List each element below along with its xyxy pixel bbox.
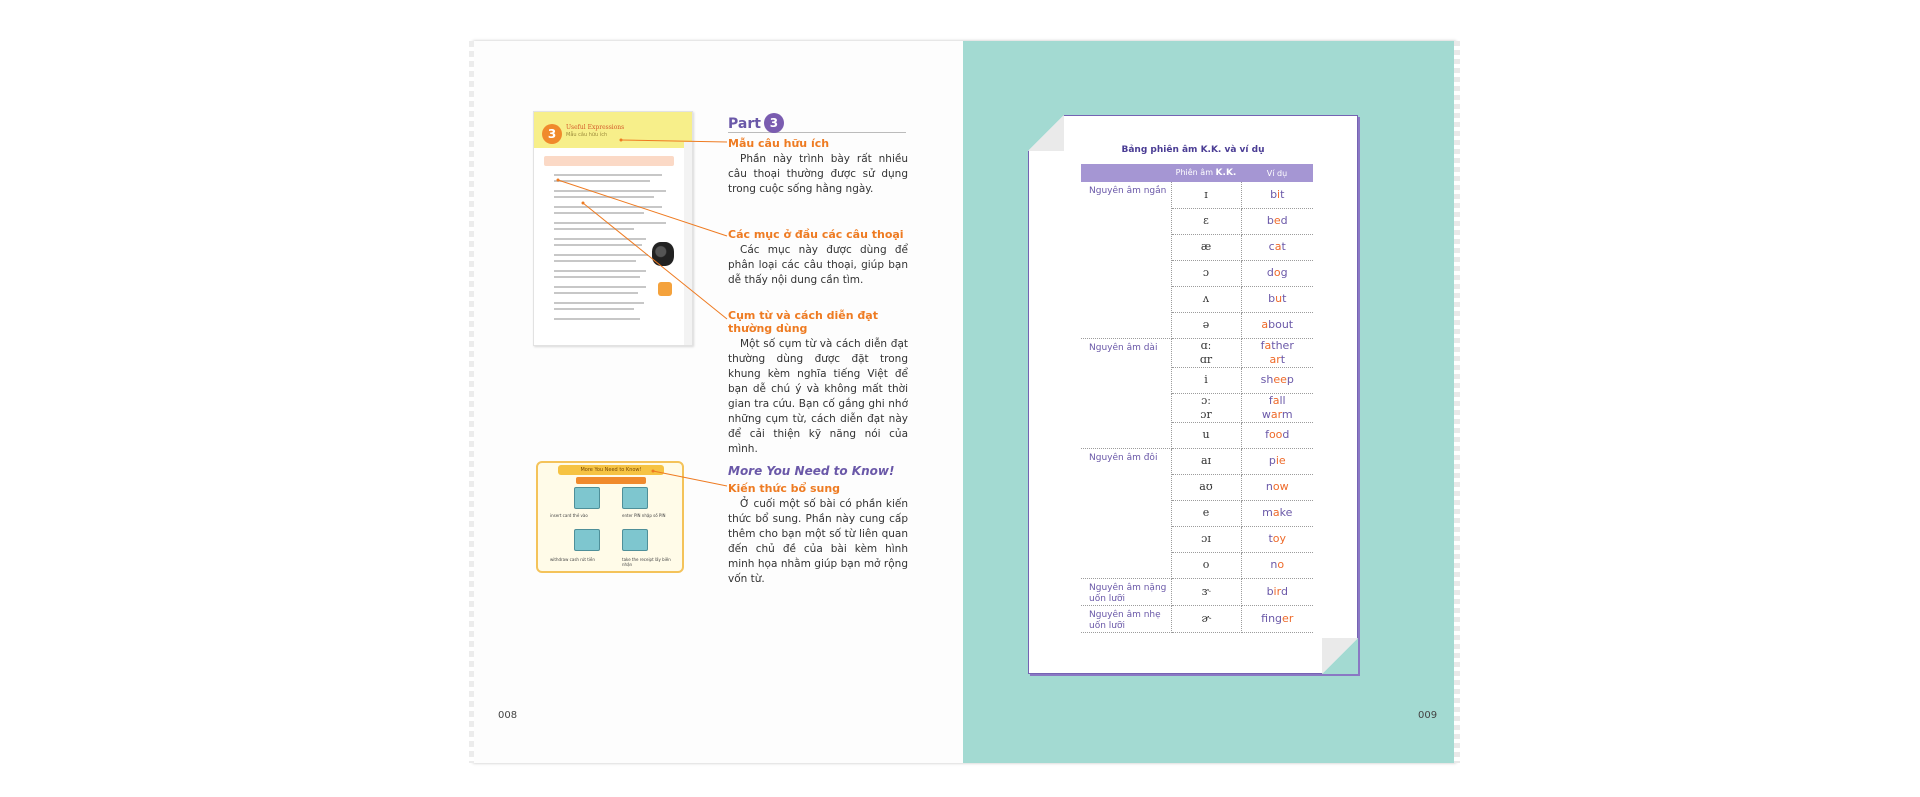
kk-symbol: i [1171,367,1241,393]
example-word: pie [1241,448,1313,474]
table-row [1081,448,1313,474]
thumbnail-title: Useful Expressions [566,124,625,131]
vowel-category: Nguyên âm dài [1081,338,1171,448]
vowel-category: Nguyên âm đôi [1081,448,1171,578]
part-heading [728,113,906,133]
callout-line [583,203,727,319]
section-heading: Mẫu câu hữu ích [728,137,830,150]
phonetic-table [1081,164,1313,633]
thumbnail-caption: enter PIN nhập số PIN [622,513,666,518]
table-row [1081,578,1313,605]
page-number-left: 008 [498,710,518,721]
example-word: no [1241,552,1313,578]
book-spread [473,41,1456,763]
kk-symbol: æ [1171,234,1241,260]
table-row [1081,338,1313,367]
example-word: finger [1241,605,1313,632]
part-label: Part [728,116,761,132]
more-thumbnail-header: More You Need to Know! [558,465,664,475]
thumbnail-caption: withdraw cash rút tiền [550,557,595,562]
example-word: fall warm [1241,393,1313,422]
lesson-number-badge: 3 [542,124,562,144]
example-word: cat [1241,234,1313,260]
callout-dot [557,179,560,182]
kk-symbol: ɔ [1171,260,1241,286]
example-word: father art [1241,338,1313,367]
table-title: Bảng phiên âm K.K. và ví dụ [1121,145,1265,155]
table-row [1081,182,1313,208]
callout-line [653,471,727,486]
callout-dot [652,470,655,473]
thumbnail-caption: insert card thẻ vào [550,513,588,518]
column-header-example: Ví dụ [1241,164,1313,182]
column-header-symbol: Phiên âm K.K. [1171,164,1241,182]
left-page [473,41,963,763]
example-word: toy [1241,526,1313,552]
example-word: bird [1241,578,1313,605]
example-word: bed [1241,208,1313,234]
kk-symbol: aʊ [1171,474,1241,500]
callout-dot [582,202,585,205]
callout-line [558,180,727,236]
kk-symbol: ɑː ɑr [1171,338,1241,367]
section-body: Các mục này được dùng để phân loại các câu thoại, giúp bạn dễ thấy nội dung cần tìm. [728,244,908,286]
example-word: but [1241,286,1313,312]
kk-symbol: ɪ [1171,182,1241,208]
example-word: now [1241,474,1313,500]
kk-symbol: ʌ [1171,286,1241,312]
thumbnail-subtitle: Mẫu câu hữu ích [566,132,608,138]
example-word: make [1241,500,1313,526]
section-heading: Các mục ở đầu các câu thoại [728,228,904,241]
thumbnail-caption: take the receipt lấy biên nhận [622,557,671,567]
right-page [963,41,1456,763]
vowel-category: Nguyên âm ngắn [1081,182,1171,338]
kk-symbol: o [1171,552,1241,578]
vowel-category: Nguyên âm nặng uốn lưỡi [1081,578,1171,605]
example-word: sheep [1241,367,1313,393]
table-row [1081,605,1313,632]
kk-symbol: ɝ [1171,578,1241,605]
part-number-badge: 3 [764,113,784,133]
kk-symbol: ɛ [1171,208,1241,234]
callout-line [621,140,727,142]
callout-dot [620,139,623,142]
kk-symbol: ə [1171,312,1241,338]
kk-symbol: u [1171,422,1241,448]
more-you-need-title: More You Need to Know! [728,464,895,478]
example-word: dog [1241,260,1313,286]
section-heading: Cụm từ và cách diễn đạt thường dùng [728,309,878,335]
kk-symbol: ɚ [1171,605,1241,632]
vowel-category: Nguyên âm nhẹ uốn lưỡi [1081,605,1171,632]
column-header-category [1081,164,1171,182]
phonetic-card [1028,115,1358,674]
section-body: Ở cuối một số bài có phần kiến thức bổ sung. Phần này cung cấp thêm cho bạn một số từ liên quan đến chủ đề của bài kèm hình minh họa nhằm giúp bạn mở rộng vốn từ. [728,498,908,585]
section-heading: Kiến thức bổ sung [728,482,841,495]
page-edge [1454,41,1460,763]
example-word: food [1241,422,1313,448]
kk-symbol: ɔː ɔr [1171,393,1241,422]
kk-symbol: aɪ [1171,448,1241,474]
section-body: Phần này trình bày rất nhiều câu thoại thường được sử dụng trong cuộc sống hằng ngày. [728,153,908,195]
section-body: Một số cụm từ và cách diễn đạt thường dùng được đặt trong khung kèm nghĩa tiếng Việt để bạn dễ chú ý và không mất thời gian tra cứu. Bạn cố gắng ghi nhớ những cụm từ, cách diễn đạt này để cải thiện kỹ năng nói của mình. [728,338,908,455]
page-number-right: 009 [1418,710,1438,721]
kk-symbol: e [1171,500,1241,526]
example-word: about [1241,312,1313,338]
example-word: bit [1241,182,1313,208]
kk-symbol: ɔɪ [1171,526,1241,552]
